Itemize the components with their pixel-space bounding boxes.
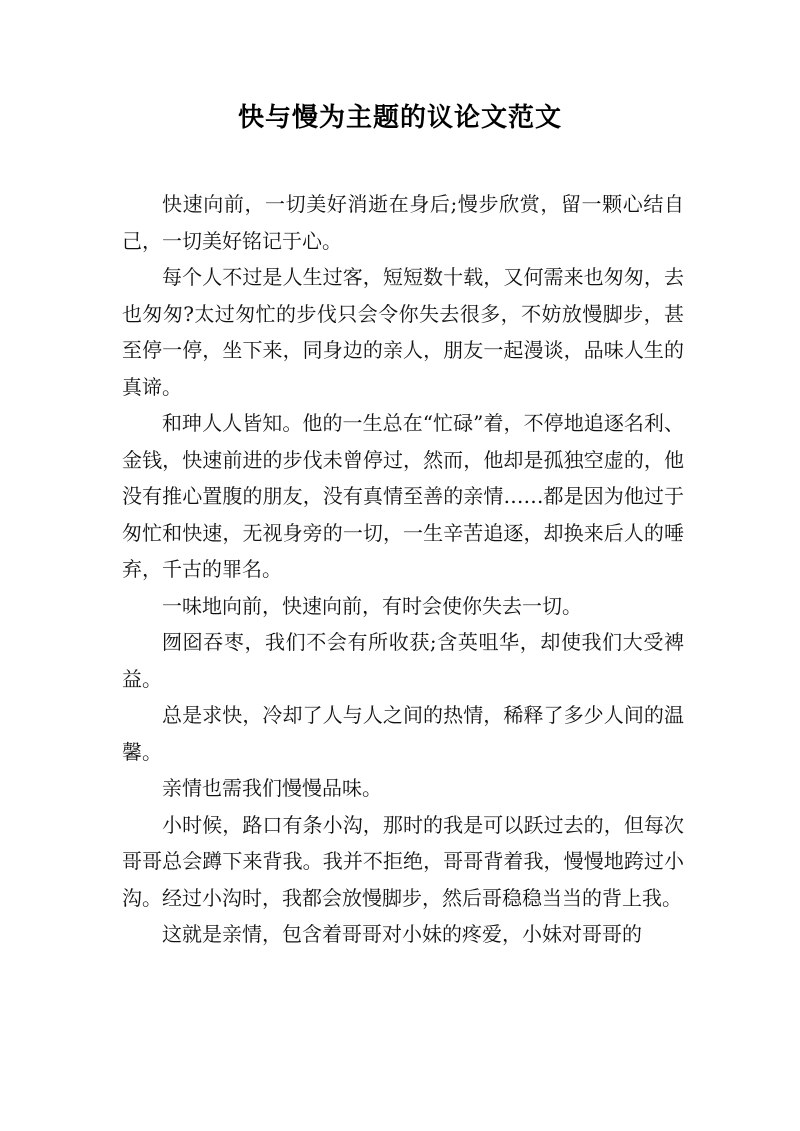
paragraph: 和珅人人皆知。他的一生总在“忙碌”着，不停地追逐名利、金钱，快速前进的步伐未曾停过，然而，他却是孤独空虚的，他没有推心置腹的朋友，没有真情至善的亲情……都是因为他过于匆忙和快速，无视身旁的一切，一生辛苦追逐，却换来后人的唾弃，千古的罪名。 <box>122 411 684 581</box>
paragraph: 小时候，路口有条小沟，那时的我是可以跃过去的，但每次哥哥总会蹲下来背我。我并不拒绝，哥哥背着我，慢慢地跨过小沟。经过小沟时，我都会放慢脚步，然后哥稳稳当当的背上我。 <box>122 812 684 910</box>
document-body <box>122 186 684 953</box>
paragraph: 每个人不过是人生过客，短短数十载，又何需来也匆匆，去也匆匆?太过匆忙的步伐只会令你失去很多，不妨放慢脚步，甚至停一停，坐下来，同身边的亲人，朋友一起漫谈，品味人生的真谛。 <box>122 265 684 399</box>
paragraph: 快速向前，一切美好消逝在身后;慢步欣赏，留一颗心结自己，一切美好铭记于心。 <box>122 192 684 253</box>
paragraph: 亲情也需我们慢慢品味。 <box>162 776 382 800</box>
paragraph: 这就是亲情，包含着哥哥对小妹的疼爱，小妹对哥哥的 <box>162 922 642 946</box>
paragraph: 总是求快，冷却了人与人之间的热情，稀释了多少人间的温馨。 <box>122 703 684 764</box>
document-title: 快与慢为主题的议论文范文 <box>237 103 562 133</box>
paragraph: 囫囵吞枣，我们不会有所收获;含英咀华，却使我们大受裨益。 <box>122 630 684 691</box>
paragraph: 一味地向前，快速向前，有时会使你失去一切。 <box>162 593 582 618</box>
